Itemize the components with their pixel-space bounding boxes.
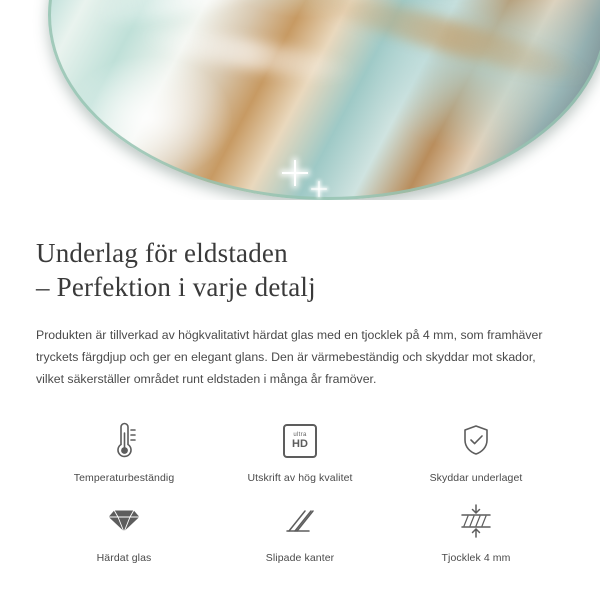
feature-label: Härdat glas <box>96 552 152 564</box>
ultra-hd-icon <box>283 418 317 464</box>
page-title-line-1: Underlag för eldstaden <box>36 238 288 268</box>
glass-panel-image <box>48 0 600 200</box>
feature-item-protection <box>388 418 564 484</box>
marble-streak <box>299 0 596 93</box>
diamond-icon <box>106 498 142 544</box>
description-paragraph: Produkten är tillverkad av högkvalitativt härdat glas med en tjocklek på 4 mm, som framhäver tryckets färgdjup och ger en elegant glans. Den är värmebeständig och skyddar mot skador, vilket säkerställer området runt eldstaden i många år framöver. <box>36 328 543 386</box>
feature-grid <box>36 418 564 564</box>
feature-label: Slipade kanter <box>265 552 335 564</box>
feature-label: Temperaturbeständig <box>73 472 175 484</box>
feature-label: Tjocklek 4 mm <box>441 552 511 564</box>
marble-streak <box>137 21 359 87</box>
ultra-hd-bottom-label: HD <box>292 438 308 450</box>
feature-item-tempered-glass <box>36 498 212 564</box>
feature-item-thickness <box>388 498 564 564</box>
feature-label: Utskrift av hög kvalitet <box>247 472 353 484</box>
shield-check-icon <box>459 418 493 464</box>
feature-label: Skyddar underlaget <box>429 472 523 484</box>
ultra-hd-top-label: ultra <box>293 432 307 438</box>
marble-streak <box>86 0 299 35</box>
thermometer-icon <box>107 418 141 464</box>
polished-edges-icon <box>283 498 317 544</box>
feature-item-temperature <box>36 418 212 484</box>
thickness-icon <box>456 498 496 544</box>
content-area <box>0 236 600 564</box>
page-title-line-2: – Perfektion i varje detalj <box>36 272 316 302</box>
feature-item-polished-edges <box>212 498 388 564</box>
page-title <box>36 236 564 304</box>
feature-item-print-quality <box>212 418 388 484</box>
hero-image <box>0 0 600 200</box>
